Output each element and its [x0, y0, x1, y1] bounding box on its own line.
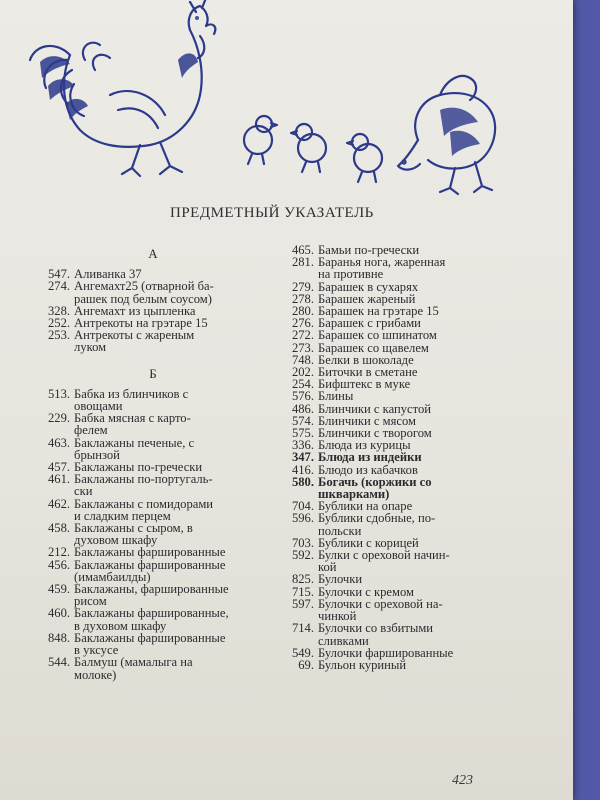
index-entry	[284, 342, 509, 354]
index-entry	[284, 281, 509, 293]
recipe-name: Баклажаны фаршированные	[74, 545, 226, 560]
recipe-number: 212.	[48, 545, 71, 560]
recipe-number: 281.	[291, 255, 314, 270]
recipe-number: 336.	[291, 438, 314, 453]
index-column-right	[284, 244, 509, 671]
recipe-number: 459.	[48, 582, 71, 597]
recipe-name: Бульон куриный	[318, 657, 407, 672]
recipe-name: Бабка из блинчиков с овощами	[74, 386, 189, 414]
recipe-name: Блюда из индейки	[318, 450, 422, 465]
recipe-number: 544.	[48, 655, 71, 670]
recipe-name: Бабка мясная с карто- фелем	[74, 411, 191, 438]
index-entry	[48, 522, 258, 546]
recipe-name: Булочки	[318, 572, 363, 587]
recipe-number: 576.	[291, 389, 314, 404]
recipe-number: 465.	[291, 243, 314, 257]
page-number: 423	[452, 773, 473, 788]
recipe-name: Барашек с грибами	[318, 316, 421, 331]
recipe-name: Балмуш (мамалыга на молоке)	[74, 655, 193, 682]
index-entry	[284, 451, 509, 463]
recipe-number: 549.	[291, 645, 314, 660]
recipe-number: 825.	[291, 572, 314, 587]
recipe-name: Бублики сдобные, по- польски	[318, 511, 436, 538]
index-entry	[48, 437, 258, 461]
recipe-name: Баклажаны печеные, с брынзой	[74, 435, 195, 462]
recipe-number: 278.	[291, 291, 314, 306]
recipe-number: 202.	[291, 365, 314, 380]
index-entry	[48, 546, 258, 558]
index-entry	[284, 622, 509, 646]
recipe-name: Бублики на опаре	[318, 499, 413, 514]
index-entry	[284, 573, 509, 585]
recipe-name: Бифштекс в муке	[318, 377, 411, 392]
index-entry	[48, 473, 258, 497]
section-gap	[48, 354, 258, 364]
index-entry	[284, 512, 509, 536]
recipe-number: 597.	[291, 596, 314, 611]
recipe-number: 347.	[291, 450, 314, 465]
recipe-name: Ангемахт из цыпленка	[74, 303, 196, 318]
recipe-name: Булки с ореховой начин- кой	[318, 548, 450, 575]
recipe-name: Антрекоты с жареным луком	[74, 328, 195, 355]
recipe-number: 457.	[48, 460, 71, 475]
recipe-number: 486.	[291, 401, 314, 416]
recipe-number: 279.	[291, 279, 314, 294]
index-entry	[284, 549, 509, 573]
index-entry	[48, 280, 258, 304]
recipe-name: Баклажаны, фаршированные рисом	[74, 582, 229, 609]
recipe-number: 513.	[48, 386, 71, 401]
recipe-number: 592.	[291, 548, 314, 563]
index-entry	[284, 476, 509, 500]
recipe-number: 274.	[48, 279, 71, 294]
index-entry	[284, 256, 509, 280]
index-entry	[48, 498, 258, 522]
recipe-name: Блинчики с капустой	[318, 401, 431, 416]
recipe-number: 252.	[48, 316, 71, 331]
recipe-number: 848.	[48, 630, 71, 645]
index-entry	[284, 598, 509, 622]
recipe-name: Блинчики с мясом	[318, 413, 417, 428]
recipe-name: Аливанка 37	[74, 267, 142, 282]
recipe-name: Барашек на грэтаре 15	[318, 304, 439, 319]
recipe-name: Баклажаны фаршированные, в духовом шкафу	[74, 606, 229, 633]
poultry-illustration	[0, 0, 573, 200]
recipe-name: Булочки с ореховой на- чинкой	[318, 596, 443, 624]
recipe-name: Баклажаны по-гречески	[74, 460, 203, 475]
index-entry	[284, 403, 509, 415]
recipe-number: 460.	[48, 606, 71, 621]
recipe-name: Блины	[318, 389, 354, 404]
index-entry	[284, 659, 509, 671]
recipe-number: 254.	[291, 377, 314, 392]
recipe-name: Булочки со взбитыми сливками	[318, 621, 434, 648]
recipe-number: 273.	[291, 340, 314, 355]
recipe-number: 547.	[48, 267, 71, 282]
index-entry	[48, 412, 258, 436]
recipe-name: Блюда из курицы	[318, 438, 411, 453]
index-entry	[48, 559, 258, 583]
recipe-number: 416.	[291, 462, 314, 477]
recipe-name: Богачь (коржики со шкварками)	[318, 474, 432, 502]
recipe-number: 575.	[291, 426, 314, 441]
recipe-name: Барашек со щавелем	[318, 340, 429, 355]
recipe-number: 703.	[291, 535, 314, 550]
recipe-number: 748.	[291, 352, 314, 367]
section-letter: А	[148, 246, 158, 261]
chick-illustration-3	[347, 134, 382, 182]
index-entry	[48, 656, 258, 680]
recipe-name: Баклажаны с помидорами и сладким перцем	[74, 496, 214, 523]
recipe-name: Бублики с корицей	[318, 535, 419, 550]
recipe-number: 574.	[291, 413, 314, 428]
recipe-name: Баклажаны по-португаль- ски	[74, 472, 213, 499]
recipe-number: 328.	[48, 303, 71, 318]
hen-illustration	[398, 76, 495, 194]
index-entry	[48, 329, 258, 353]
recipe-name: Баклажаны фаршированные в уксусе	[74, 630, 226, 658]
recipe-name: Булочки с кремом	[318, 584, 414, 599]
recipe-number: 461.	[48, 472, 71, 487]
recipe-name: Ангемахт25 (отварной ба- рашек под белым соусом)	[74, 279, 214, 306]
section-letter: Б	[149, 365, 157, 381]
index-entry	[48, 583, 258, 607]
recipe-name: Баклажаны с сыром, в духовом шкафу	[74, 521, 193, 548]
recipe-number: 580.	[291, 474, 314, 489]
recipe-name: Булочки фаршированные	[318, 645, 454, 660]
recipe-name: Барашек со шпинатом	[318, 328, 437, 343]
recipe-name: Антрекоты на грэтаре 15	[74, 316, 208, 331]
recipe-number: 456.	[48, 557, 71, 572]
recipe-name: Блюдо из кабачков	[318, 462, 418, 477]
recipe-name: Блинчики с творогом	[318, 426, 432, 441]
recipe-number: 276.	[291, 316, 314, 331]
chick-illustration-1	[244, 116, 277, 164]
index-entry	[284, 390, 509, 402]
recipe-number: 596.	[291, 511, 314, 526]
recipe-number: 229.	[48, 411, 71, 426]
recipe-name: Биточки в сметане	[318, 365, 418, 380]
index-entry	[48, 632, 258, 656]
index-entry	[48, 607, 258, 631]
recipe-name: Бамьи по-гречески	[318, 243, 420, 257]
index-column-left	[48, 244, 258, 681]
recipe-name: Баранья нога, жаренная на противне	[318, 255, 446, 282]
recipe-number: 253.	[48, 328, 71, 343]
recipe-number: 715.	[291, 584, 314, 599]
recipe-number: 714.	[291, 621, 314, 636]
index-title: ПРЕДМЕТНЫЙ УКАЗАТЕЛЬ	[170, 205, 374, 221]
recipe-name: Баклажаны фаршированные (имамбаилды)	[74, 557, 226, 584]
chick-illustration-2	[291, 124, 326, 172]
recipe-number: 69.	[298, 657, 314, 672]
recipe-number: 272.	[291, 328, 314, 343]
recipe-name: Барашек жареный	[318, 291, 416, 306]
recipe-number: 463.	[48, 435, 71, 450]
recipe-number: 280.	[291, 304, 314, 319]
recipe-name: Барашек в сухарях	[318, 279, 419, 294]
recipe-name: Белки в шоколаде	[318, 352, 414, 367]
index-entry	[48, 388, 258, 412]
recipe-number: 704.	[291, 499, 314, 514]
recipe-number: 462.	[48, 496, 71, 511]
index-entry	[284, 329, 509, 341]
recipe-number: 458.	[48, 521, 71, 536]
